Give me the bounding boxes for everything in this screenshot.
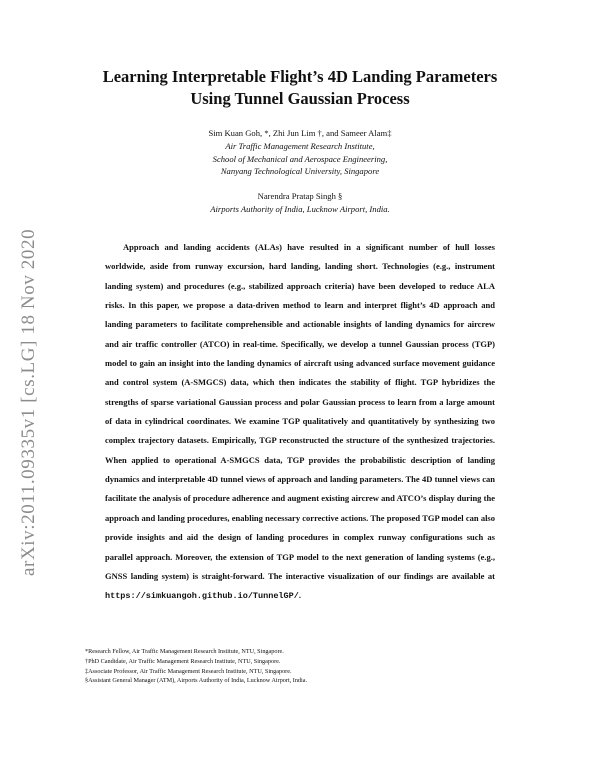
- footnote-1: *Research Fellow, Air Traffic Management Research Institute, NTU, Singapore.: [85, 648, 284, 655]
- footnote-3: ‡Associate Professor, Air Traffic Management Research Institute, NTU, Singapore.: [85, 667, 292, 675]
- abstract-end: .: [298, 590, 301, 601]
- footnotes: [85, 647, 515, 686]
- abstract: [105, 238, 495, 607]
- author-names: Sim Kuan Goh, *, Zhi Jun Lim †, and Sameer Alam‡: [208, 128, 392, 138]
- affiliation-institute: Air Traffic Management Research Institute,: [225, 140, 375, 151]
- footnote-4: §Assistant General Manager (ATM), Airports Authority of India, Lucknow Airport, India.: [85, 677, 308, 685]
- project-url-link[interactable]: https://simkuangoh.github.io/TunnelGP/: [105, 591, 299, 602]
- affiliation-school: School of Mechanical and Aerospace Engineering,: [212, 153, 388, 164]
- title-line-1: Learning Interpretable Flight’s 4D Landing Parameters: [102, 67, 498, 86]
- paper-title: [60, 66, 540, 110]
- affiliation-airport: Airports Authority of India, Lucknow Airport, India.: [210, 203, 390, 214]
- footnote-2: †PhD Candidate, Air Traffic Management Research Institute, NTU, Singapore.: [85, 657, 281, 665]
- author-block: [100, 127, 500, 216]
- title-line-2: Using Tunnel Gaussian Process: [190, 89, 410, 108]
- author-spacer: [100, 178, 500, 190]
- affiliation-university: Nanyang Technological University, Singapore: [220, 166, 380, 177]
- author-name-second: Narendra Pratap Singh §: [257, 191, 343, 202]
- abstract-text: Approach and landing accidents (ALAs) have resulted in a significant number of hull losses worldwide, aside from runway excursion, hard landing, landing short. Technologies (e.g., instrument landing system) and procedures (e.g., stabilized approach criteria) have been developed to reduce ALA risks. In this paper, we propose a data-driven method to learn and interpret flight’s 4D approach and landing parameters to facilitate comprehensible and actionable insights of landing dynamics for aircrew and air traffic controller (ATCO) in real-time. Specifically, we develop a tunnel Gaussian process (TGP) model to gain an insight into the landing dynamics of aircraft using advanced surface movement guidance and control system (A-SMGCS) data, which then indicates the stability of flight. TGP hybridizes the strengths of sparse variational Gaussian process and polar Gaussian process to learn from a large amount of data in cylindrical coordinates. We examine TGP qualitatively and quantitatively by synthesizing two complex trajectory datasets. Empirically, TGP reconstructed the structure of the synthesized trajectories. When applied to operational A-SMGCS data, TGP provides the probabilistic description of landing dynamics and interpretable 4D tunnel views of approach and landing parameters. The 4D tunnel views can facilitate the analysis of procedure adherence and augment existing aircrew and ATCO’s display during the approach and landing procedures, enabling necessary corrective actions. The proposed TGP model can also provide insights and aid the design of landing procedures in complex runway configurations such as parallel approach. Moreover, the extension of TGP model to the next generation of landing systems (e.g., GNSS landing system) is straight-forward. The interactive visualization of our findings are available at: [105, 242, 495, 581]
- arxiv-identifier: arXiv:2011.09335v1 [cs.LG] 18 Nov 2020: [18, 228, 39, 576]
